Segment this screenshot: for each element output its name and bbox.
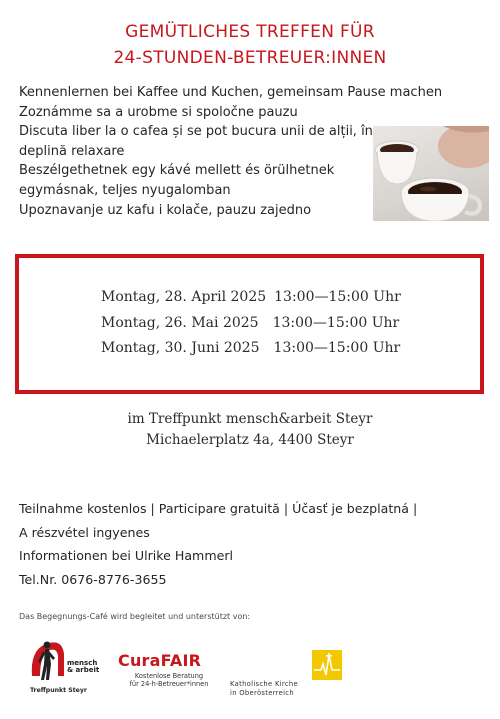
location-line-2: Michaelerplatz 4a, 4400 Steyr (146, 432, 354, 448)
title-line-2: 24-STUNDEN-BETREUER:INNEN (113, 48, 387, 68)
kirche-line-2: in Oberösterreich (230, 689, 294, 697)
intro-text (19, 83, 443, 220)
date-row (101, 311, 401, 337)
location (0, 409, 500, 451)
intro-line: Beszélgethetnek egy kávé mellett és örülhetnek (19, 163, 335, 179)
ma-name-line-1: mensch (67, 659, 98, 667)
title-line-1: GEMÜTLICHES TREFFEN FÜR (125, 22, 375, 42)
ma-name-line-2: & arbeit (67, 666, 100, 674)
mensch-arbeit-emblem-icon (28, 636, 68, 686)
sponsor-note: Das Begegnungs-Café wird begleitet und unterstützt von: (19, 612, 251, 621)
coffee-photo (373, 126, 489, 221)
mensch-arbeit-logo (28, 636, 102, 696)
time-text: 13:00—15:00 Uhr (273, 340, 401, 356)
intro-line: Upoznavanje uz kafu i kolače, pauzu zajedno (19, 202, 312, 218)
info-line: Teilnahme kostenlos | Participare gratuită | Účasť je bezplatná | (19, 501, 418, 516)
date-text: Montag, 26. Mai 2025 (101, 314, 259, 331)
curafair-subtitle (118, 672, 218, 688)
curafair-sub-line-1: Kostenlose Beratung (134, 672, 204, 680)
intro-line: egymásnak, teljes nyugalomban (19, 182, 231, 198)
time-text: 13:00—15:00 Uhr (272, 314, 400, 331)
curafair-sub-line-2: für 24-h-Betreuer*innen (129, 680, 209, 688)
kirche-cross-icon (312, 650, 342, 680)
intro-line: Kennenlernen bei Kaffee und Kuchen, gemeinsam Pause machen (19, 85, 443, 100)
intro-line: Discuta liber la o cafea și se pot bucura unii de alții, în (19, 124, 373, 140)
curafair-logo (118, 651, 218, 688)
mensch-arbeit-caption: Treffpunkt Steyr (30, 687, 87, 694)
kirche-text (230, 680, 298, 698)
kirche-line-1: Katholische Kirche (230, 680, 298, 688)
date-row (101, 285, 401, 311)
dates-list (101, 285, 401, 362)
location-line-1: im Treffpunkt mensch&arbeit Steyr (127, 411, 373, 427)
time-text: 13:00—15:00 Uhr (274, 289, 401, 305)
info-line: Informationen bei Ulrike Hammerl (19, 548, 234, 563)
intro-line: deplină relaxare (19, 143, 125, 159)
date-text: Montag, 30. Juni 2025 (101, 340, 260, 356)
curafair-name: CuraFAIR (118, 651, 202, 670)
katholische-kirche-logo (228, 650, 348, 702)
info-line: A részvétel ingyenes (19, 524, 150, 540)
info-line: Tel.Nr. 0676-8776-3655 (19, 571, 167, 587)
mensch-arbeit-name (67, 660, 99, 674)
date-row (101, 336, 401, 362)
intro-line: Zoznámme sa a urobme si spoločne pauzu (19, 104, 298, 120)
participation-info (19, 497, 417, 591)
date-text: Montag, 28. April 2025 (101, 289, 267, 305)
